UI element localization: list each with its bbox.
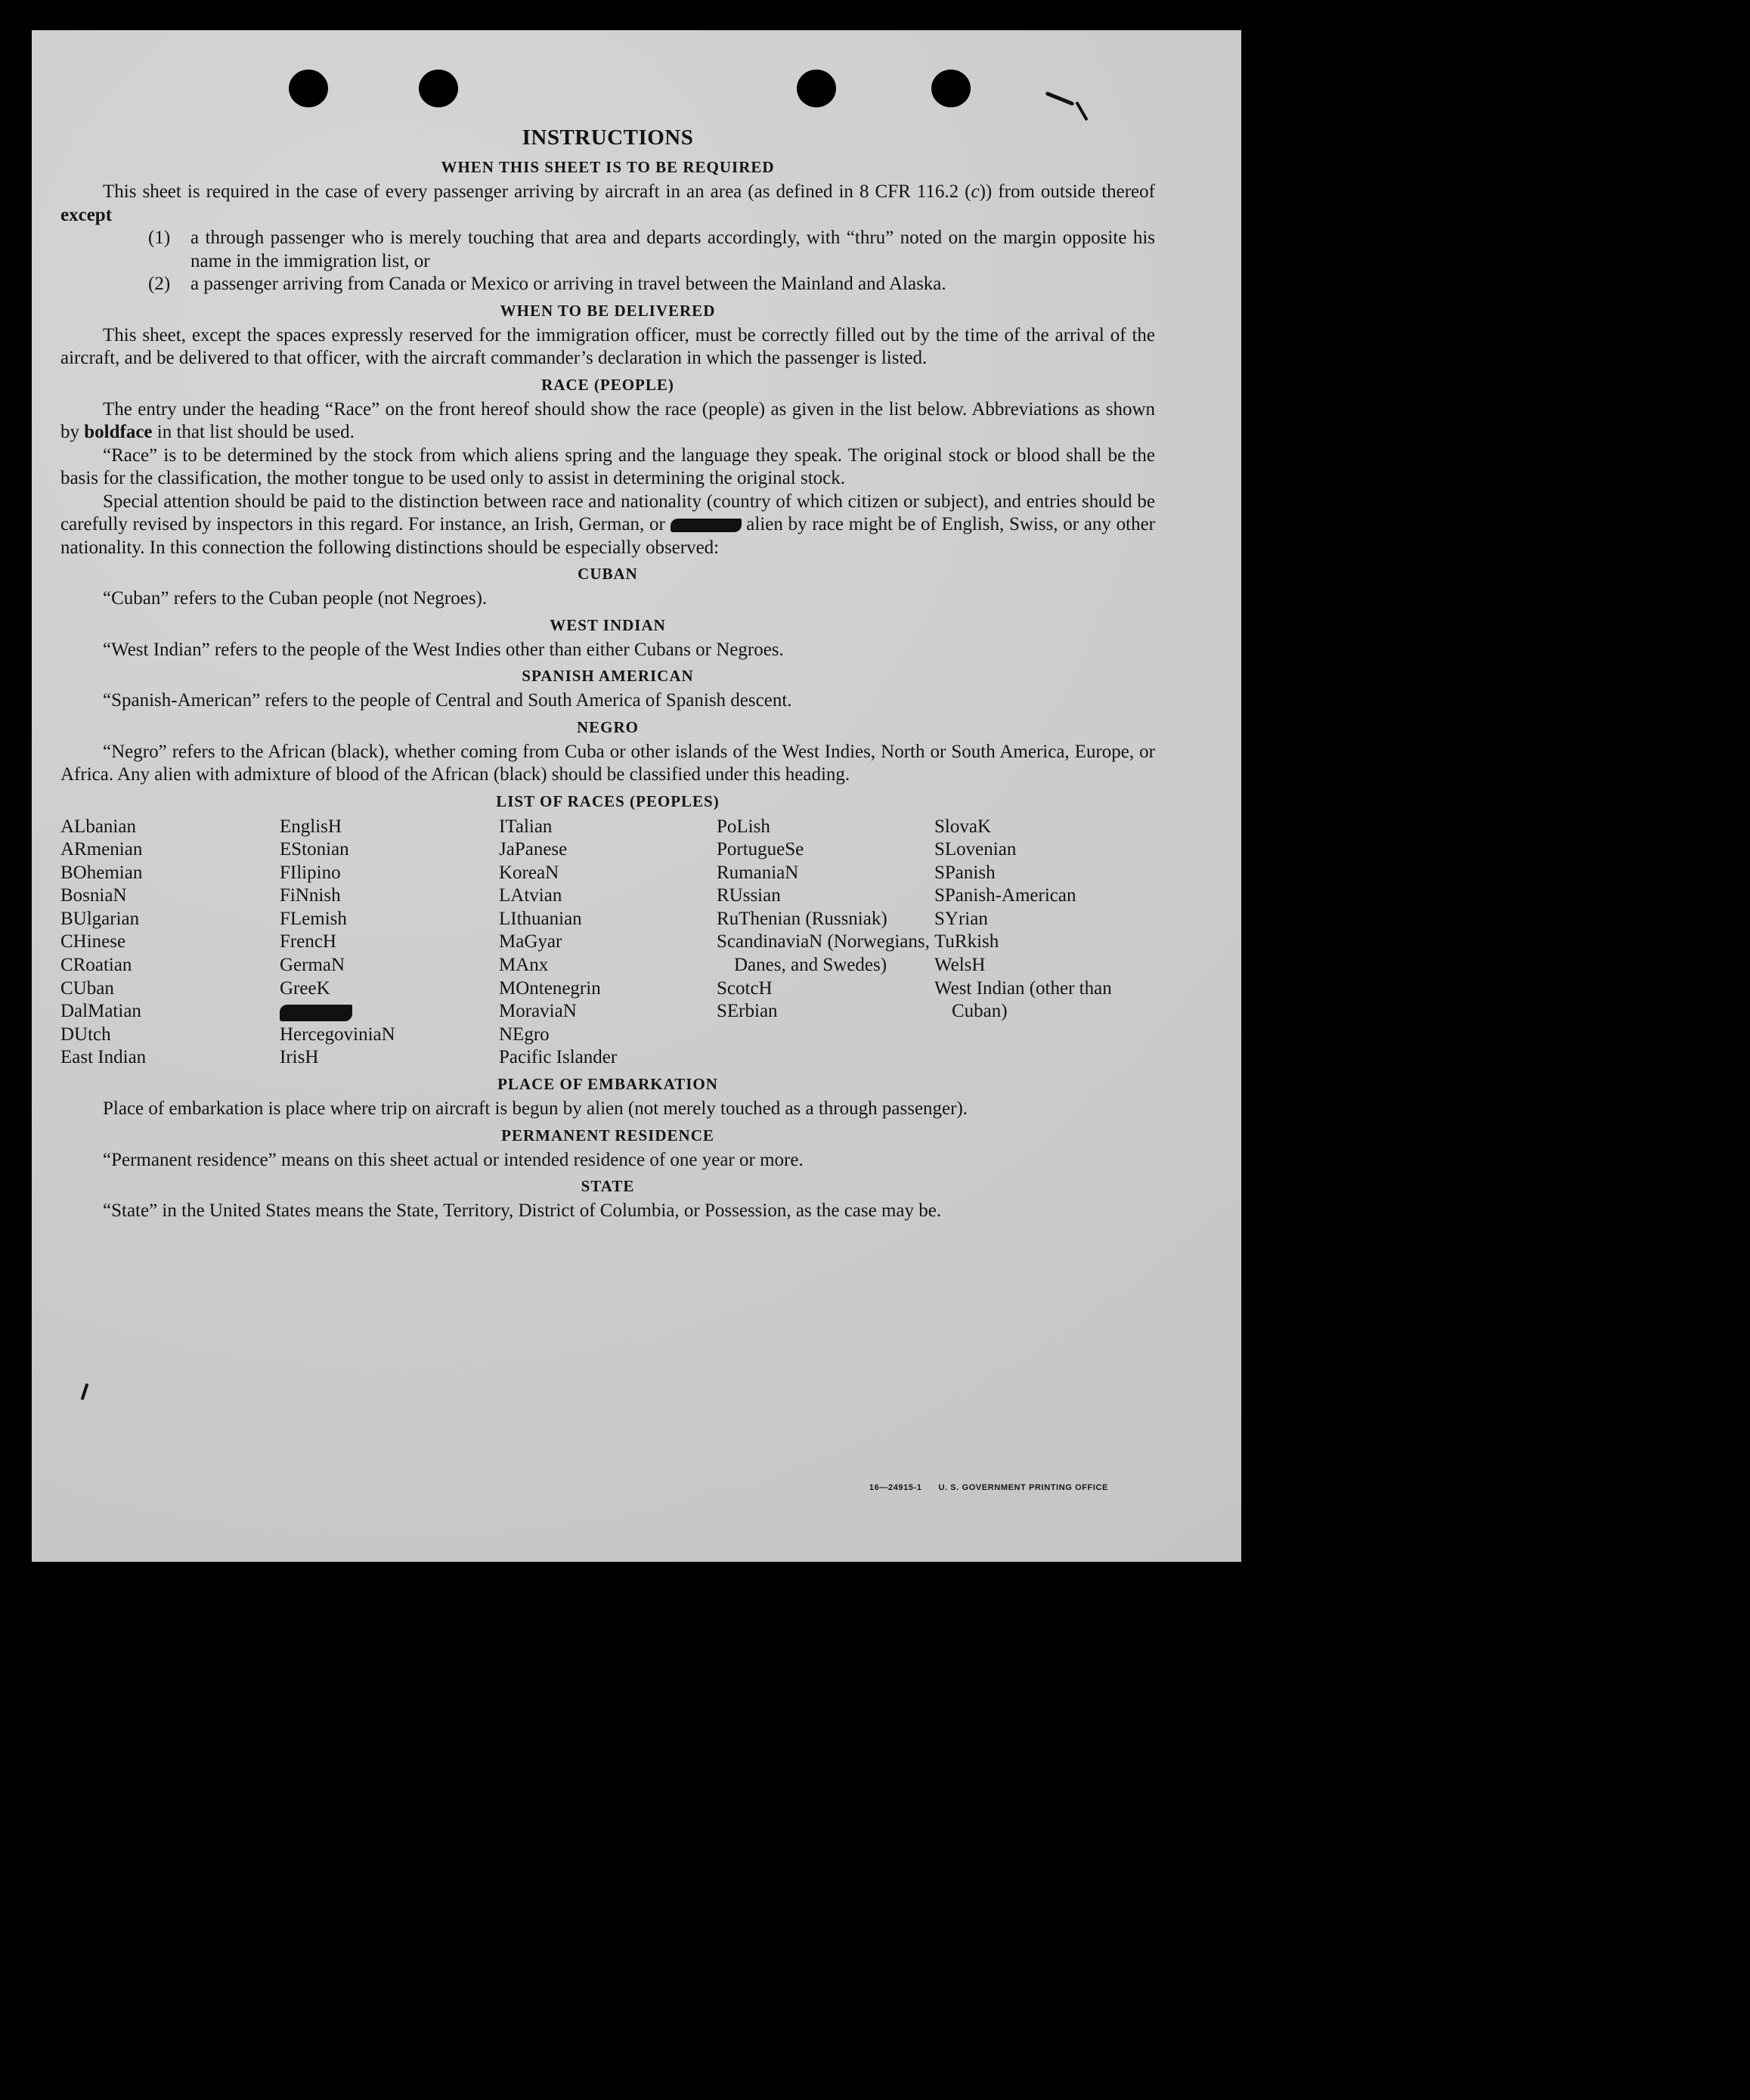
race-entry: TuRkish: [934, 931, 999, 952]
race-entry: [280, 1000, 499, 1024]
paragraph: “Spanish-American” refers to the people of Central and South America of Spanish descent.: [103, 690, 792, 711]
race-entry: BosniaN: [60, 885, 127, 906]
race-entry: BUlgarian: [60, 908, 140, 929]
race-entry: PoLish: [717, 816, 770, 837]
section-heading: PERMANENT RESIDENCE: [501, 1126, 714, 1144]
race-column: [499, 816, 717, 1070]
ink-scratch: [1045, 91, 1075, 107]
race-entry: SlovaK: [934, 816, 991, 837]
race-entry: CHinese: [60, 931, 126, 952]
redaction-mark: [280, 1005, 352, 1021]
paragraph: “West Indian” refers to the people of the West Indies other than either Cubans or Negroes.: [103, 639, 784, 660]
race-entry: SYrian: [934, 908, 988, 929]
race-entry: KoreaN: [499, 862, 559, 883]
printer-name: U. S. GOVERNMENT PRINTING OFFICE: [938, 1483, 1108, 1492]
race-entry: ITalian: [499, 816, 553, 837]
race-entry: East Indian: [60, 1047, 147, 1068]
paragraph: The entry under the heading “Race” on the front hereof should show the race (people) as given in the list below. Abbreviations as shown by boldface in that list should be used.: [60, 398, 1155, 442]
race-column: [280, 816, 499, 1070]
race-entry: SPanish-American: [934, 885, 1076, 906]
race-entry: West Indian (other than Cuban): [934, 977, 1112, 1022]
race-entry: FLemish: [280, 908, 347, 929]
section-heading: CUBAN: [578, 565, 638, 583]
section-heading: WHEN THIS SHEET IS TO BE REQUIRED: [441, 158, 775, 176]
race-list: [60, 816, 1155, 1070]
race-entry: SLovenian: [934, 839, 1017, 860]
race-entry: ALbanian: [60, 816, 136, 837]
race-column: [60, 816, 280, 1070]
paragraph: “Negro” refers to the African (black), whether coming from Cuba or other islands of the West Indies, North or South America, Europe, or Africa. Any alien with admixture of blood of the African (black) should be classified under this heading.: [60, 741, 1155, 785]
ink-scratch: [81, 1383, 89, 1400]
race-entry: DUtch: [60, 1024, 111, 1045]
race-entry: WelsH: [934, 955, 986, 976]
paragraph: “Cuban” refers to the Cuban people (not Negroes).: [103, 588, 488, 609]
race-entry: JaPanese: [499, 839, 568, 860]
section-heading: WHEN TO BE DELIVERED: [500, 301, 716, 320]
race-entry: CRoatian: [60, 955, 132, 976]
race-entry: FiNnish: [280, 885, 341, 906]
race-entry: RUssian: [717, 885, 781, 906]
section-heading: LIST OF RACES (PEOPLES): [496, 791, 720, 810]
race-entry: IrisH: [280, 1047, 319, 1068]
race-entry: NEgro: [499, 1024, 550, 1045]
race-entry: MOntenegrin: [499, 977, 601, 999]
form-number: 16—24915-1: [869, 1483, 922, 1492]
print-footer: [869, 1483, 1108, 1492]
race-entry: SErbian: [717, 1001, 778, 1022]
punch-hole: [419, 70, 458, 107]
race-entry: CUban: [60, 977, 114, 999]
race-entry: BOhemian: [60, 862, 143, 883]
race-column: [717, 816, 934, 1070]
paragraph: “Race” is to be determined by the stock from which aliens spring and the language they speak. The original stock or blood shall be the basis for the classification, the mother tongue to be used only to assist in determining the original stock.: [60, 444, 1155, 488]
race-entry: EnglisH: [280, 816, 342, 837]
race-entry: MaGyar: [499, 931, 562, 952]
race-entry: SPanish: [934, 862, 996, 883]
section-heading: STATE: [581, 1177, 635, 1196]
instructions-text: [60, 122, 1155, 1223]
paragraph: “State” in the United States means the State, Territory, District of Columbia, or Possession, as the case may be.: [103, 1200, 942, 1222]
ink-scratch: [1075, 101, 1088, 121]
race-entry: Pacific Islander: [499, 1047, 618, 1068]
paragraph: This sheet, except the spaces expressly reserved for the immigration officer, must be correctly filled out by the time of the arrival of the aircraft, and be delivered to that officer, with the aircraft commander’s declaration in which the passenger is listed.: [60, 324, 1155, 368]
document-sheet: [32, 30, 1241, 1562]
section-heading: SPANISH AMERICAN: [522, 667, 694, 685]
race-entry: RumaniaN: [717, 862, 799, 883]
section-heading: PLACE OF EMBARKATION: [497, 1075, 718, 1094]
race-entry: DalMatian: [60, 1001, 141, 1022]
race-entry: ScotcH: [717, 977, 773, 999]
race-entry: MAnx: [499, 955, 549, 976]
list-item: (2) a passenger arriving from Canada or Mexico or arriving in travel between the Mainland and Alaska.: [148, 274, 946, 294]
race-entry: HercegoviniaN: [280, 1024, 395, 1045]
redaction-mark: [671, 519, 742, 532]
paragraph: This sheet is required in the case of every passenger arriving by aircraft in an area (as defined in 8 CFR 116.2 (c)) from outside thereof except: [60, 181, 1155, 225]
page-title: INSTRUCTIONS: [522, 125, 694, 150]
race-entry: EStonian: [280, 839, 349, 860]
race-entry: ARmenian: [60, 839, 143, 860]
race-entry: PortugueSe: [717, 839, 804, 860]
race-entry: FIlipino: [280, 862, 341, 883]
punch-hole: [931, 70, 971, 107]
section-heading: WEST INDIAN: [550, 615, 666, 634]
section-heading: RACE (PEOPLE): [541, 375, 674, 394]
race-entry: GermaN: [280, 955, 345, 976]
paragraph: Place of embarkation is place where trip on aircraft is begun by alien (not merely touched as a through passenger).: [103, 1098, 968, 1120]
race-entry: LAtvian: [499, 885, 562, 906]
race-entry: FrencH: [280, 931, 336, 952]
section-heading: NEGRO: [576, 717, 639, 736]
punch-hole: [797, 70, 836, 107]
race-entry: LIthuanian: [499, 908, 582, 929]
list-item: (1) a through passenger who is merely touching that area and departs accordingly, with “thru” noted on the margin opposite his name in the immigration list, or: [148, 228, 1155, 271]
race-entry: ScandinaviaN (Norwegians, Danes, and Swedes): [717, 931, 930, 976]
race-entry: MoraviaN: [499, 1001, 577, 1022]
race-entry: RuThenian (Russniak): [717, 908, 887, 929]
paragraph: “Permanent residence” means on this sheet actual or intended residence of one year or more.: [103, 1149, 804, 1170]
race-entry: GreeK: [280, 977, 330, 999]
paragraph: Special attention should be paid to the distinction between race and nationality (country of which citizen or subject), and entries should be carefully revised by inspectors in this regard. For instance, an Irish, German, or alien by race might be of English, Swiss, or any other nationality. In this connection the following distinctions should be especially observed:: [60, 491, 1156, 558]
punch-hole: [289, 70, 328, 107]
race-column: [934, 816, 1131, 1070]
